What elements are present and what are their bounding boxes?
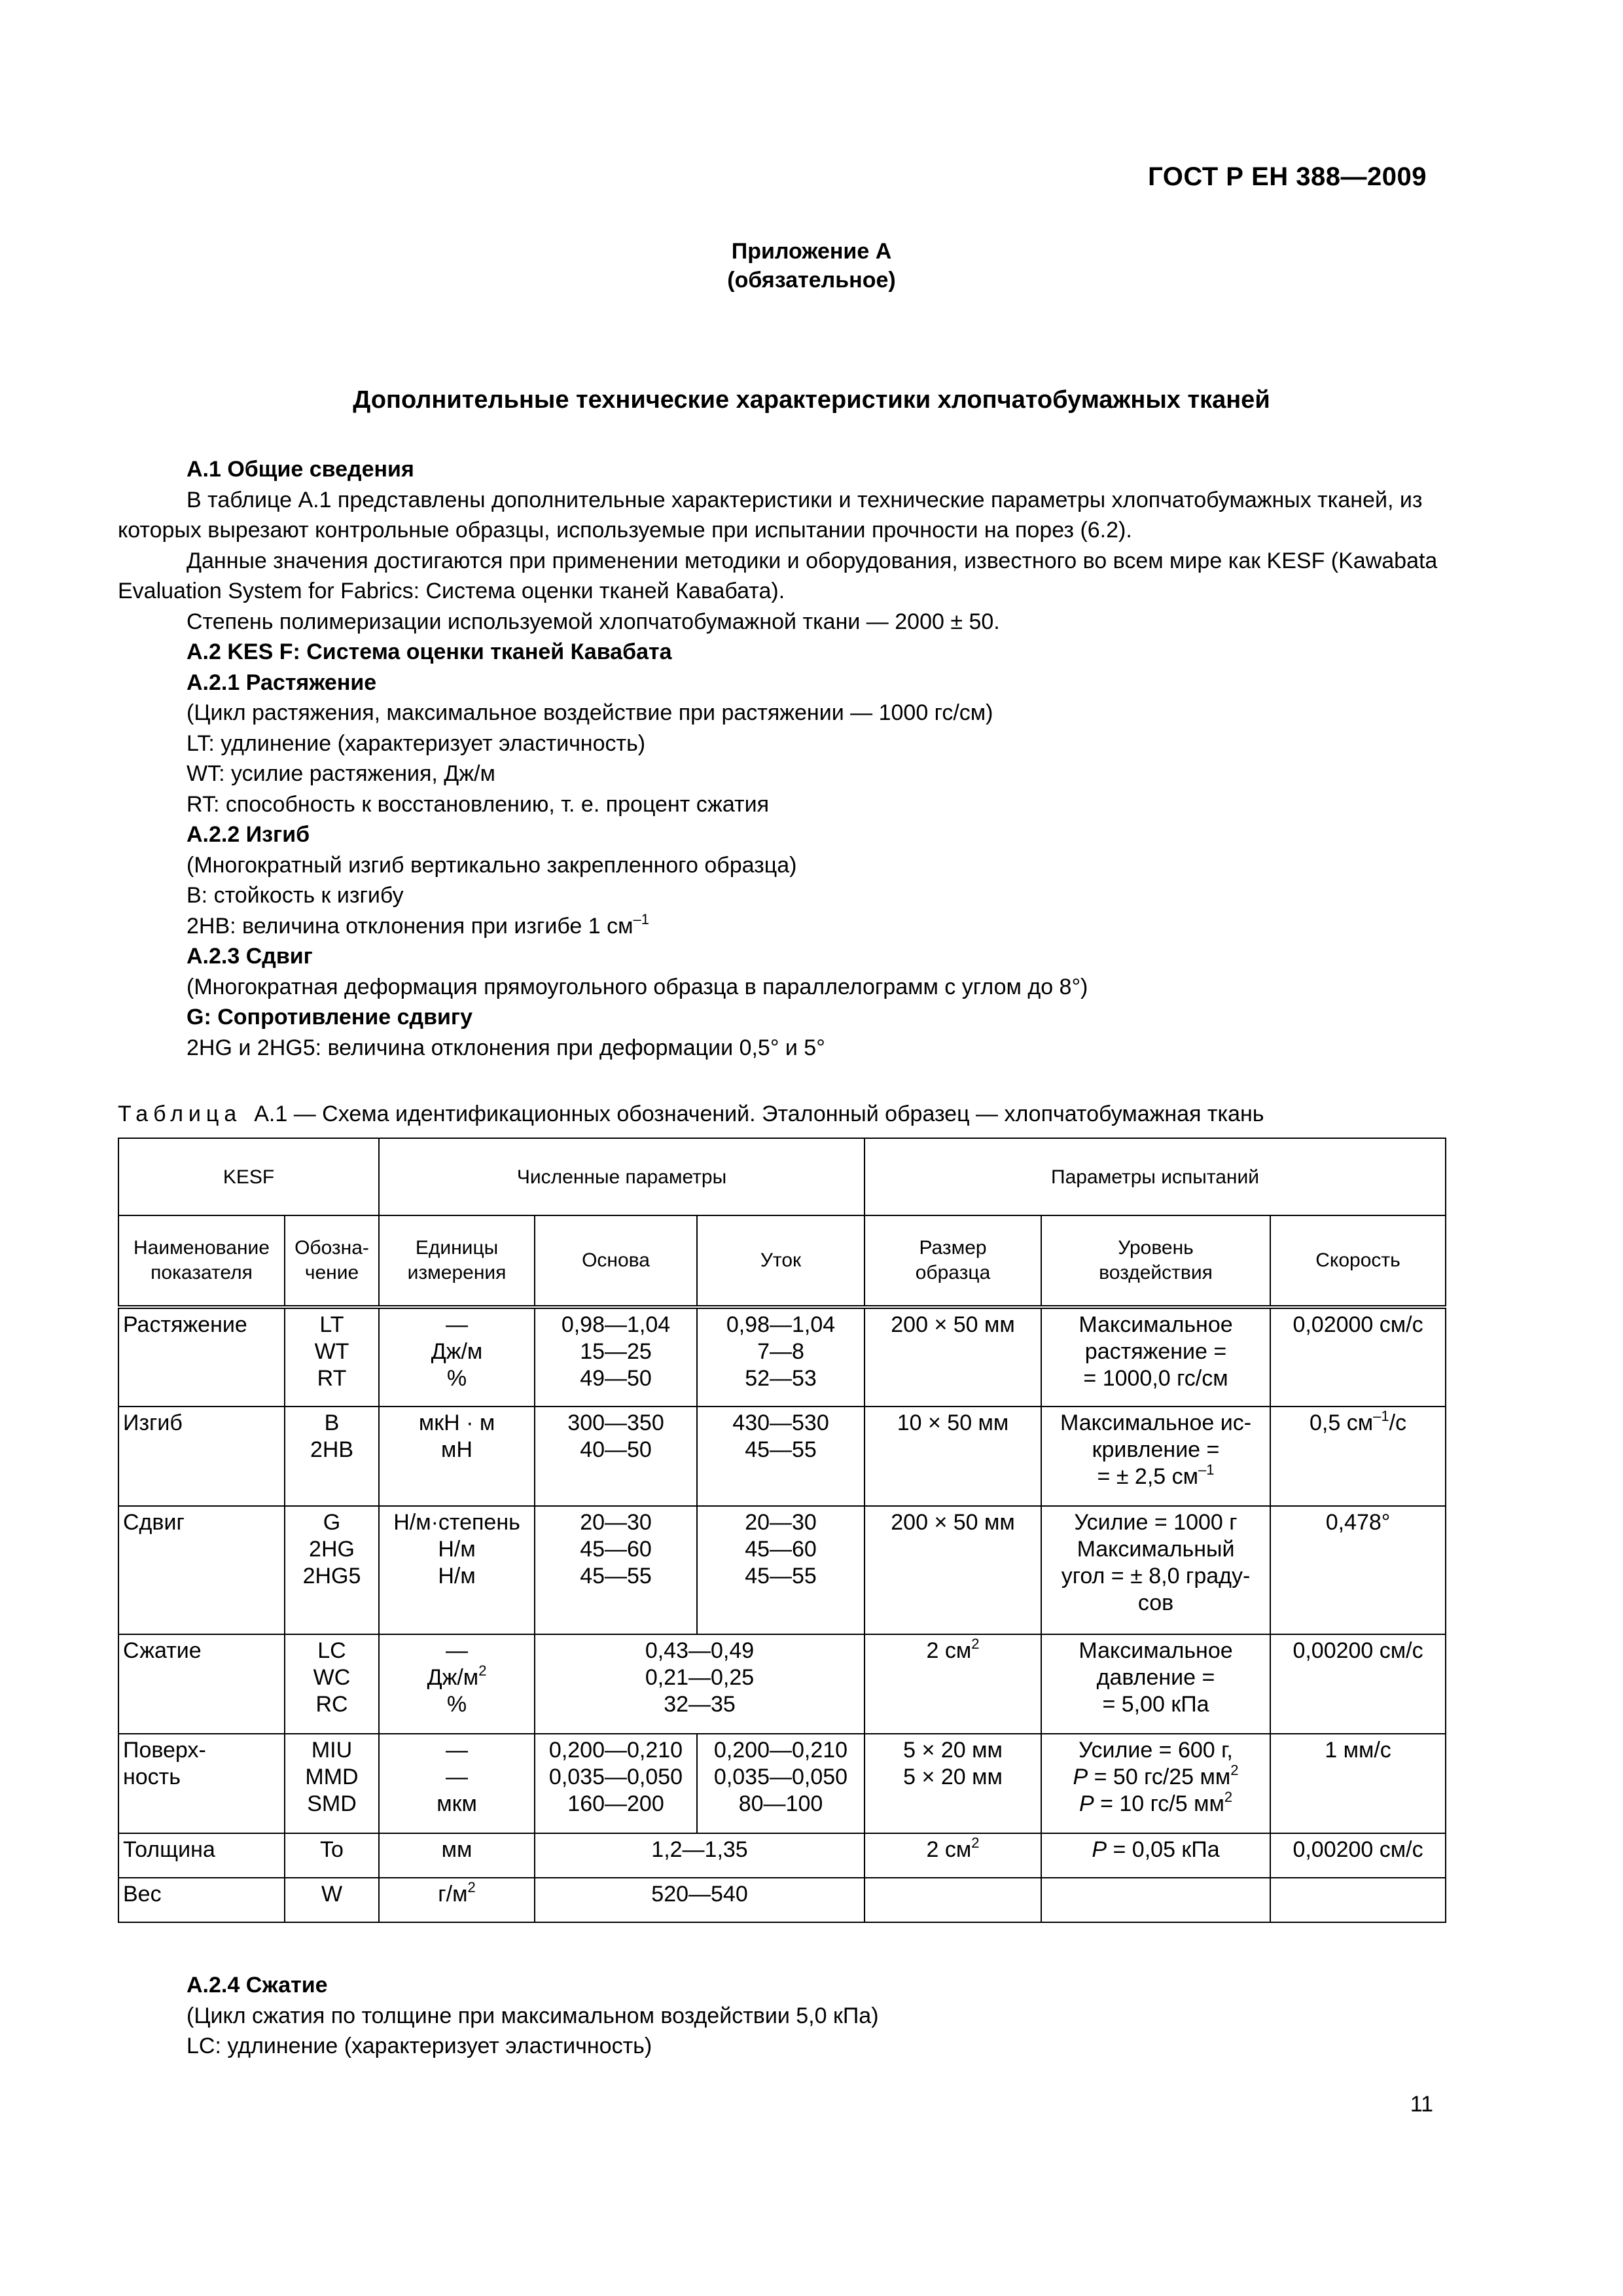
header-weft: Уток <box>697 1215 865 1307</box>
text-run: = 50 гс/25 мм <box>1088 1765 1231 1789</box>
text-line: % <box>446 1692 467 1717</box>
line-a21-4: RT: способность к восстановлению, т. е. процент сжатия <box>187 791 770 817</box>
text-line: 0,98—1,04 <box>561 1312 671 1337</box>
section-heading-a21: А.2.1 Растяжение <box>187 670 377 695</box>
cell-size: 10 × 50 мм <box>865 1407 1041 1506</box>
annex-heading <box>0 237 1623 295</box>
cell-size <box>865 1734 1041 1833</box>
cell-units <box>379 1506 535 1634</box>
text-line: 49—50 <box>580 1366 652 1391</box>
text-line: MIU <box>311 1738 353 1763</box>
cell-symbol: W <box>285 1878 379 1922</box>
text-line: G <box>323 1510 341 1535</box>
text-line: Единицы <box>415 1237 499 1259</box>
text-line <box>383 1664 530 1691</box>
line-a23-2: G: Сопротивление сдвигу <box>187 1005 473 1030</box>
cell-level <box>1041 1634 1270 1734</box>
line-a24-2: LC: удлинение (характеризует эластичность) <box>187 2034 652 2058</box>
cell-level <box>1041 1878 1270 1922</box>
text-line: 40—50 <box>580 1437 652 1462</box>
line-a22-1: (Многократный изгиб вертикально закрепленного образца) <box>187 852 797 878</box>
text-line: 20—30 <box>745 1510 817 1535</box>
text-line: 80—100 <box>738 1791 823 1816</box>
text-line: 0,200—0,210 <box>548 1738 683 1763</box>
text-line: 0,035—0,050 <box>548 1765 683 1789</box>
text-line: Максимальный <box>1077 1537 1235 1562</box>
text-line: образца <box>915 1262 991 1283</box>
section-heading-a23: А.2.3 Сдвиг <box>187 944 313 969</box>
cell-warp <box>535 1734 697 1833</box>
text-line: 5 × 20 мм <box>903 1765 1003 1789</box>
text-line: давление = <box>1096 1665 1215 1690</box>
text-line: чение <box>304 1262 359 1283</box>
line-a23-3: 2HG и 2HG5: величина отклонения при деформации 0,5° и 5° <box>187 1035 825 1060</box>
text-line: 5 × 20 мм <box>903 1738 1003 1763</box>
text-line: мкН · м <box>418 1410 495 1435</box>
paragraph-a1-3: Степень полимеризации используемой хлопчатобумажной ткани — 2000 ± 50. <box>187 609 1000 634</box>
cell-units: мм <box>379 1833 535 1878</box>
superscript: 2 <box>971 1835 980 1851</box>
text-line: воздействия <box>1099 1262 1213 1283</box>
paragraph-a1-1: В таблице А.1 представлены дополнительные характеристики и технические параметры хлопчатобумажных тканей, из которых вырезают контрольные образцы, используемые при испытании прочности на порез (6.2). <box>118 487 1423 543</box>
text-line: измерения <box>407 1262 507 1283</box>
text-line: Н/м <box>438 1537 476 1562</box>
text-line: Усилие = 600 г, <box>1079 1738 1233 1763</box>
header-test-params: Параметры испытаний <box>865 1138 1446 1215</box>
superscript: 2 <box>1230 1762 1239 1778</box>
text-line: 15—25 <box>580 1339 652 1364</box>
text-line: LC <box>317 1638 346 1663</box>
cell-warp-weft <box>535 1634 865 1734</box>
text-line: % <box>446 1366 467 1391</box>
table-row <box>118 1506 1446 1634</box>
text-line: растяжение = <box>1084 1339 1227 1364</box>
cell-speed <box>1270 1407 1446 1506</box>
text-line: 160—200 <box>567 1791 664 1816</box>
text-line: 2HG5 <box>302 1564 361 1588</box>
cell-name: Изгиб <box>118 1407 285 1506</box>
table-header-row-2 <box>118 1215 1446 1307</box>
cell-symbol <box>285 1307 379 1407</box>
text-line: Н/м <box>438 1564 476 1588</box>
cell-units <box>379 1878 535 1922</box>
text-line: — <box>446 1312 469 1337</box>
table-header-row-1 <box>118 1138 1446 1215</box>
cell-level <box>1041 1833 1270 1878</box>
text-line: Н/м·степень <box>393 1510 520 1535</box>
cell-speed: 0,00200 см/с <box>1270 1833 1446 1878</box>
text-line: RT <box>317 1366 347 1391</box>
text-run: = ± 2,5 см <box>1097 1464 1199 1489</box>
cell-speed: 0,478° <box>1270 1506 1446 1634</box>
header-size <box>865 1215 1041 1307</box>
cell-weft <box>697 1307 865 1407</box>
cell-speed <box>1270 1878 1446 1922</box>
text-line: 20—30 <box>580 1510 652 1535</box>
text-line: 45—60 <box>580 1537 652 1562</box>
cell-units <box>379 1407 535 1506</box>
text-line: 45—55 <box>745 1437 817 1462</box>
superscript: –1 <box>1373 1408 1389 1424</box>
table-caption-text: А.1 — Схема идентификационных обозначений. Эталонный образец — хлопчатобумажная ткань <box>254 1102 1264 1126</box>
text-line: 0,035—0,050 <box>713 1765 848 1789</box>
text-line: угол = ± 8,0 граду- <box>1061 1564 1251 1588</box>
text-line: MMD <box>305 1765 359 1789</box>
cell-name: Сдвиг <box>118 1506 285 1634</box>
text-line <box>1046 1764 1266 1791</box>
text-line: Максимальное <box>1079 1638 1233 1663</box>
text-run: 2 см <box>926 1837 972 1862</box>
text-run: = 0,05 кПа <box>1107 1837 1220 1862</box>
text-line: Усилие = 1000 г <box>1074 1510 1238 1535</box>
text-line: WC <box>313 1665 351 1690</box>
cell-weft <box>697 1734 865 1833</box>
table-row <box>118 1734 1446 1833</box>
text-run: Дж/м <box>427 1665 479 1690</box>
text-line: Наименование <box>134 1237 270 1259</box>
after-table-text <box>118 1970 1446 2062</box>
text-line: Дж/м <box>431 1339 483 1364</box>
table-row <box>118 1833 1446 1878</box>
text-line: Обозна- <box>294 1237 369 1259</box>
text-line: 0,98—1,04 <box>726 1312 836 1337</box>
text-line: мН <box>441 1437 473 1462</box>
cell-symbol <box>285 1734 379 1833</box>
text-line: 52—53 <box>745 1366 817 1391</box>
cell-size <box>865 1833 1041 1878</box>
superscript: 2 <box>467 1879 476 1895</box>
header-level <box>1041 1215 1270 1307</box>
line-a22-2: B: стойкость к изгибу <box>187 883 404 908</box>
main-title: Дополнительные технические характеристики хлопчатобумажных тканей <box>353 386 1270 414</box>
table-caption-label: Таблица <box>118 1102 242 1126</box>
superscript: 2 <box>971 1636 980 1652</box>
text-line: 2HG <box>309 1537 355 1562</box>
text-run: P <box>1073 1765 1088 1789</box>
cell-level <box>1041 1407 1270 1506</box>
cell-weft <box>697 1407 865 1506</box>
text-line: ность <box>123 1765 181 1789</box>
cell-units <box>379 1634 535 1734</box>
header-numeric-params: Численные параметры <box>379 1138 865 1215</box>
table-row <box>118 1878 1446 1922</box>
cell-units <box>379 1307 535 1407</box>
text-line: — <box>446 1638 469 1663</box>
parameters-table <box>118 1138 1446 1923</box>
table-caption <box>118 1102 1264 1127</box>
text-line: Максимальное <box>1079 1312 1233 1337</box>
body-text <box>118 454 1446 1063</box>
text-line: Поверх- <box>123 1738 206 1763</box>
text-line: — <box>446 1765 469 1789</box>
superscript: –1 <box>1198 1462 1215 1478</box>
paragraph-a1-2: Данные значения достигаются при применении методики и оборудования, известного во всем мире как KESF (Kawabata Evaluation System for Fabrics: Система оценки тканей Кавабата). <box>118 548 1438 603</box>
cell-warp <box>535 1307 697 1407</box>
cell-size: 200 × 50 мм <box>865 1506 1041 1634</box>
line-a23-1: (Многократная деформация прямоугольного образца в параллелограмм с углом до 8°) <box>187 974 1088 999</box>
line-a22-3-text: 2HB: величина отклонения при изгибе 1 см <box>187 913 633 939</box>
text-line: 32—35 <box>664 1692 736 1717</box>
text-line: 300—350 <box>567 1410 664 1435</box>
table-row <box>118 1307 1446 1407</box>
cell-name: Толщина <box>118 1833 285 1878</box>
page-number: 11 <box>1410 2092 1433 2117</box>
text-line: RC <box>315 1692 348 1717</box>
cell-name: Сжатие <box>118 1634 285 1734</box>
cell-size <box>865 1634 1041 1734</box>
text-line: LT <box>319 1312 344 1337</box>
text-line: 45—60 <box>745 1537 817 1562</box>
cell-name: Вес <box>118 1878 285 1922</box>
line-a21-3: WT: усилие растяжения, Дж/м <box>187 761 495 786</box>
text-line <box>1046 1463 1266 1490</box>
section-heading-a22: А.2.2 Изгиб <box>187 822 310 847</box>
header-name <box>118 1215 285 1307</box>
superscript: 2 <box>478 1662 487 1679</box>
text-run: /с <box>1389 1410 1407 1435</box>
text-line: кривление = <box>1092 1437 1220 1462</box>
text-line: 7—8 <box>757 1339 804 1364</box>
table-row <box>118 1407 1446 1506</box>
header-speed: Скорость <box>1270 1215 1446 1307</box>
cell-units <box>379 1734 535 1833</box>
section-heading-a24: А.2.4 Сжатие <box>187 1973 328 1998</box>
text-line: 0,43—0,49 <box>645 1638 755 1663</box>
cell-level <box>1041 1506 1270 1634</box>
section-heading-a2: А.2 KES F: Система оценки тканей Кавабата <box>187 639 672 664</box>
section-heading-a1: А.1 Общие сведения <box>187 457 414 482</box>
text-run: P <box>1079 1791 1094 1816</box>
text-line: 0,21—0,25 <box>645 1665 755 1690</box>
text-line: сов <box>1137 1590 1174 1615</box>
text-line: 45—55 <box>745 1564 817 1588</box>
text-line: — <box>446 1738 469 1763</box>
superscript: 2 <box>1224 1789 1233 1805</box>
document-code: ГОСТ Р ЕН 388—2009 <box>1148 162 1427 191</box>
text-line: = 5,00 кПа <box>1102 1692 1209 1717</box>
text-line: мкм <box>437 1791 477 1816</box>
cell-symbol <box>285 1407 379 1506</box>
cell-weft <box>697 1506 865 1634</box>
cell-symbol: To <box>285 1833 379 1878</box>
line-a24-1: (Цикл сжатия по толщине при максимальном воздействии 5,0 кПа) <box>187 2003 879 2028</box>
header-symbol <box>285 1215 379 1307</box>
text-line <box>1046 1791 1266 1818</box>
text-run: 2 см <box>926 1638 972 1663</box>
text-line: Максимальное ис- <box>1060 1410 1252 1435</box>
text-line: 430—530 <box>732 1410 829 1435</box>
line-a22-3 <box>118 911 1446 942</box>
cell-speed: 0,02000 см/с <box>1270 1307 1446 1407</box>
table-row <box>118 1634 1446 1734</box>
cell-warp <box>535 1407 697 1506</box>
text-line: Размер <box>919 1237 987 1259</box>
cell-symbol <box>285 1634 379 1734</box>
text-run: = 10 гс/5 мм <box>1094 1791 1224 1816</box>
text-line: 2HB <box>310 1437 354 1462</box>
text-run: P <box>1092 1837 1107 1862</box>
cell-warp-weft: 1,2—1,35 <box>535 1833 865 1878</box>
cell-size: 200 × 50 мм <box>865 1307 1041 1407</box>
cell-warp-weft: 520—540 <box>535 1878 865 1922</box>
header-kesf: KESF <box>118 1138 379 1215</box>
cell-level <box>1041 1734 1270 1833</box>
annex-status: (обязательное) <box>727 268 896 293</box>
line-a21-2: LT: удлинение (характеризует эластичность) <box>187 730 646 756</box>
text-run: г/м <box>438 1882 468 1907</box>
text-line: B <box>324 1410 340 1435</box>
superscript: –1 <box>633 910 649 927</box>
cell-symbol <box>285 1506 379 1634</box>
text-line: показателя <box>151 1262 253 1283</box>
text-run: 0,5 см <box>1310 1410 1374 1435</box>
cell-level <box>1041 1307 1270 1407</box>
header-warp: Основа <box>535 1215 697 1307</box>
cell-speed: 0,00200 см/с <box>1270 1634 1446 1734</box>
cell-speed: 1 мм/с <box>1270 1734 1446 1833</box>
text-line: Уровень <box>1118 1237 1194 1259</box>
cell-size <box>865 1878 1041 1922</box>
annex-title: Приложение А <box>731 239 892 264</box>
cell-name: Растяжение <box>118 1307 285 1407</box>
text-line: SMD <box>307 1791 357 1816</box>
text-line: = 1000,0 гс/см <box>1083 1366 1228 1391</box>
cell-warp <box>535 1506 697 1634</box>
header-units <box>379 1215 535 1307</box>
text-line: 45—55 <box>580 1564 652 1588</box>
text-line: WT <box>314 1339 349 1364</box>
line-a21-1: (Цикл растяжения, максимальное воздействие при растяжении — 1000 гс/см) <box>187 700 993 725</box>
text-line: 0,200—0,210 <box>713 1738 848 1763</box>
cell-name <box>118 1734 285 1833</box>
